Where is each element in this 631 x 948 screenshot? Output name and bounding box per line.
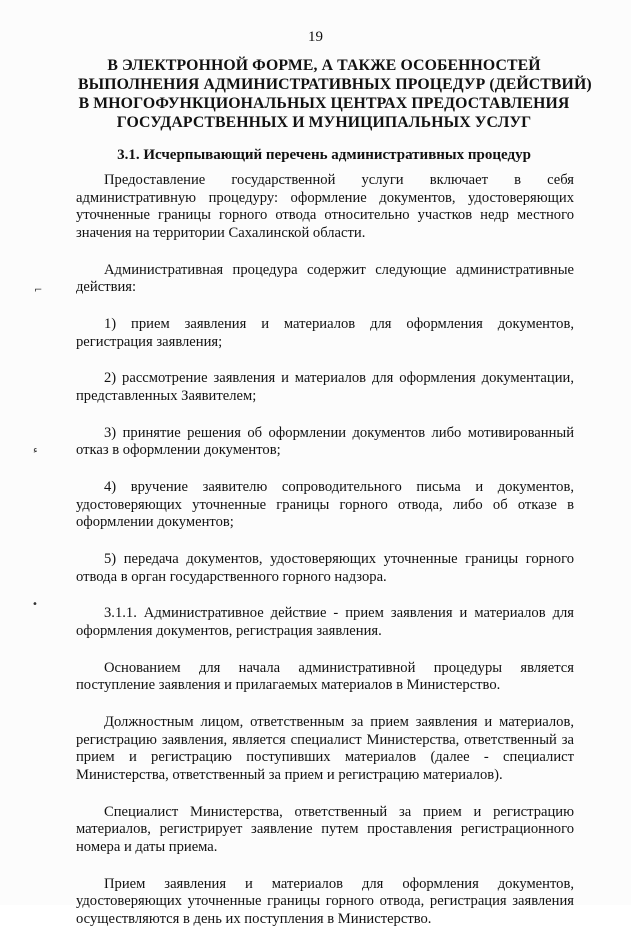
- list-item: 2) рассмотрение заявления и материалов для оформления документации, представленных Заявителем;: [76, 370, 574, 404]
- paragraph: Специалист Министерства, ответственный за прием и регистрацию материалов, регистрирует заявление путем проставления регистрационного номера и даты приема.: [76, 803, 574, 855]
- body-text: [76, 172, 574, 948]
- paragraph: 3.1.1. Административное действие - прием заявления и материалов для оформления документов, регистрация заявления.: [76, 605, 574, 639]
- list-item: 5) передача документов, удостоверяющих уточненные границы горного отвода в орган государственного горного надзора.: [76, 551, 574, 585]
- scan-mark: ء: [33, 445, 38, 456]
- list-item: 1) прием заявления и материалов для оформления документов, регистрация заявления;: [76, 315, 574, 350]
- heading-line: В ЭЛЕКТРОННОЙ ФОРМЕ, А ТАКЖЕ ОСОБЕННОСТЕЙ: [107, 57, 541, 74]
- paragraph: Основанием для начала административной процедуры является поступление заявления и прилагаемых материалов в Министерство.: [76, 659, 574, 694]
- paragraph: Предоставление государственной услуги включает в себя административную процедуру: оформление документов, удостоверяющих уточненные границы горного отвода относительно участков недр местного значения на территории Сахалинской области.: [76, 172, 574, 241]
- heading-line: В МНОГОФУНКЦИОНАЛЬНЫХ ЦЕНТРАХ ПРЕДОСТАВЛЕНИЯ: [78, 95, 570, 112]
- section-heading: [78, 56, 592, 132]
- list-item: 4) вручение заявителю сопроводительного письма и документов, удостоверяющих уточненные границы горного отвода, либо об отказе в оформлении документов;: [76, 479, 574, 531]
- heading-line: ГОСУДАРСТВЕННЫХ И МУНИЦИПАЛЬНЫХ УСЛУГ: [116, 114, 532, 131]
- list-item: 3) принятие решения об оформлении документов либо мотивированный отказ в оформлении документов;: [76, 424, 574, 459]
- page-number: 19: [308, 29, 323, 45]
- heading-line: ВЫПОЛНЕНИЯ АДМИНИСТРАТИВНЫХ ПРОЦЕДУР (ДЕЙСТВИЙ): [78, 76, 592, 93]
- scan-mark: •: [32, 599, 38, 610]
- scan-mark: ⌐: [34, 285, 43, 296]
- paragraph: Административная процедура содержит следующие административные действия:: [76, 261, 574, 296]
- subsection-title: 3.1. Исчерпывающий перечень административных процедур: [117, 147, 531, 163]
- paragraph: Прием заявления и материалов для оформления документов, удостоверяющих уточненные границы горного отвода, регистрация заявления осуществляются в день их поступления в Министерство.: [76, 875, 574, 927]
- paragraph: Должностным лицом, ответственным за прием заявления и материалов, регистрацию заявления, является специалист Министерства, ответственный за прием и регистрацию поступивших материалов (далее - специалист Министерства, ответственный за прием и регистрацию материалов).: [76, 714, 574, 783]
